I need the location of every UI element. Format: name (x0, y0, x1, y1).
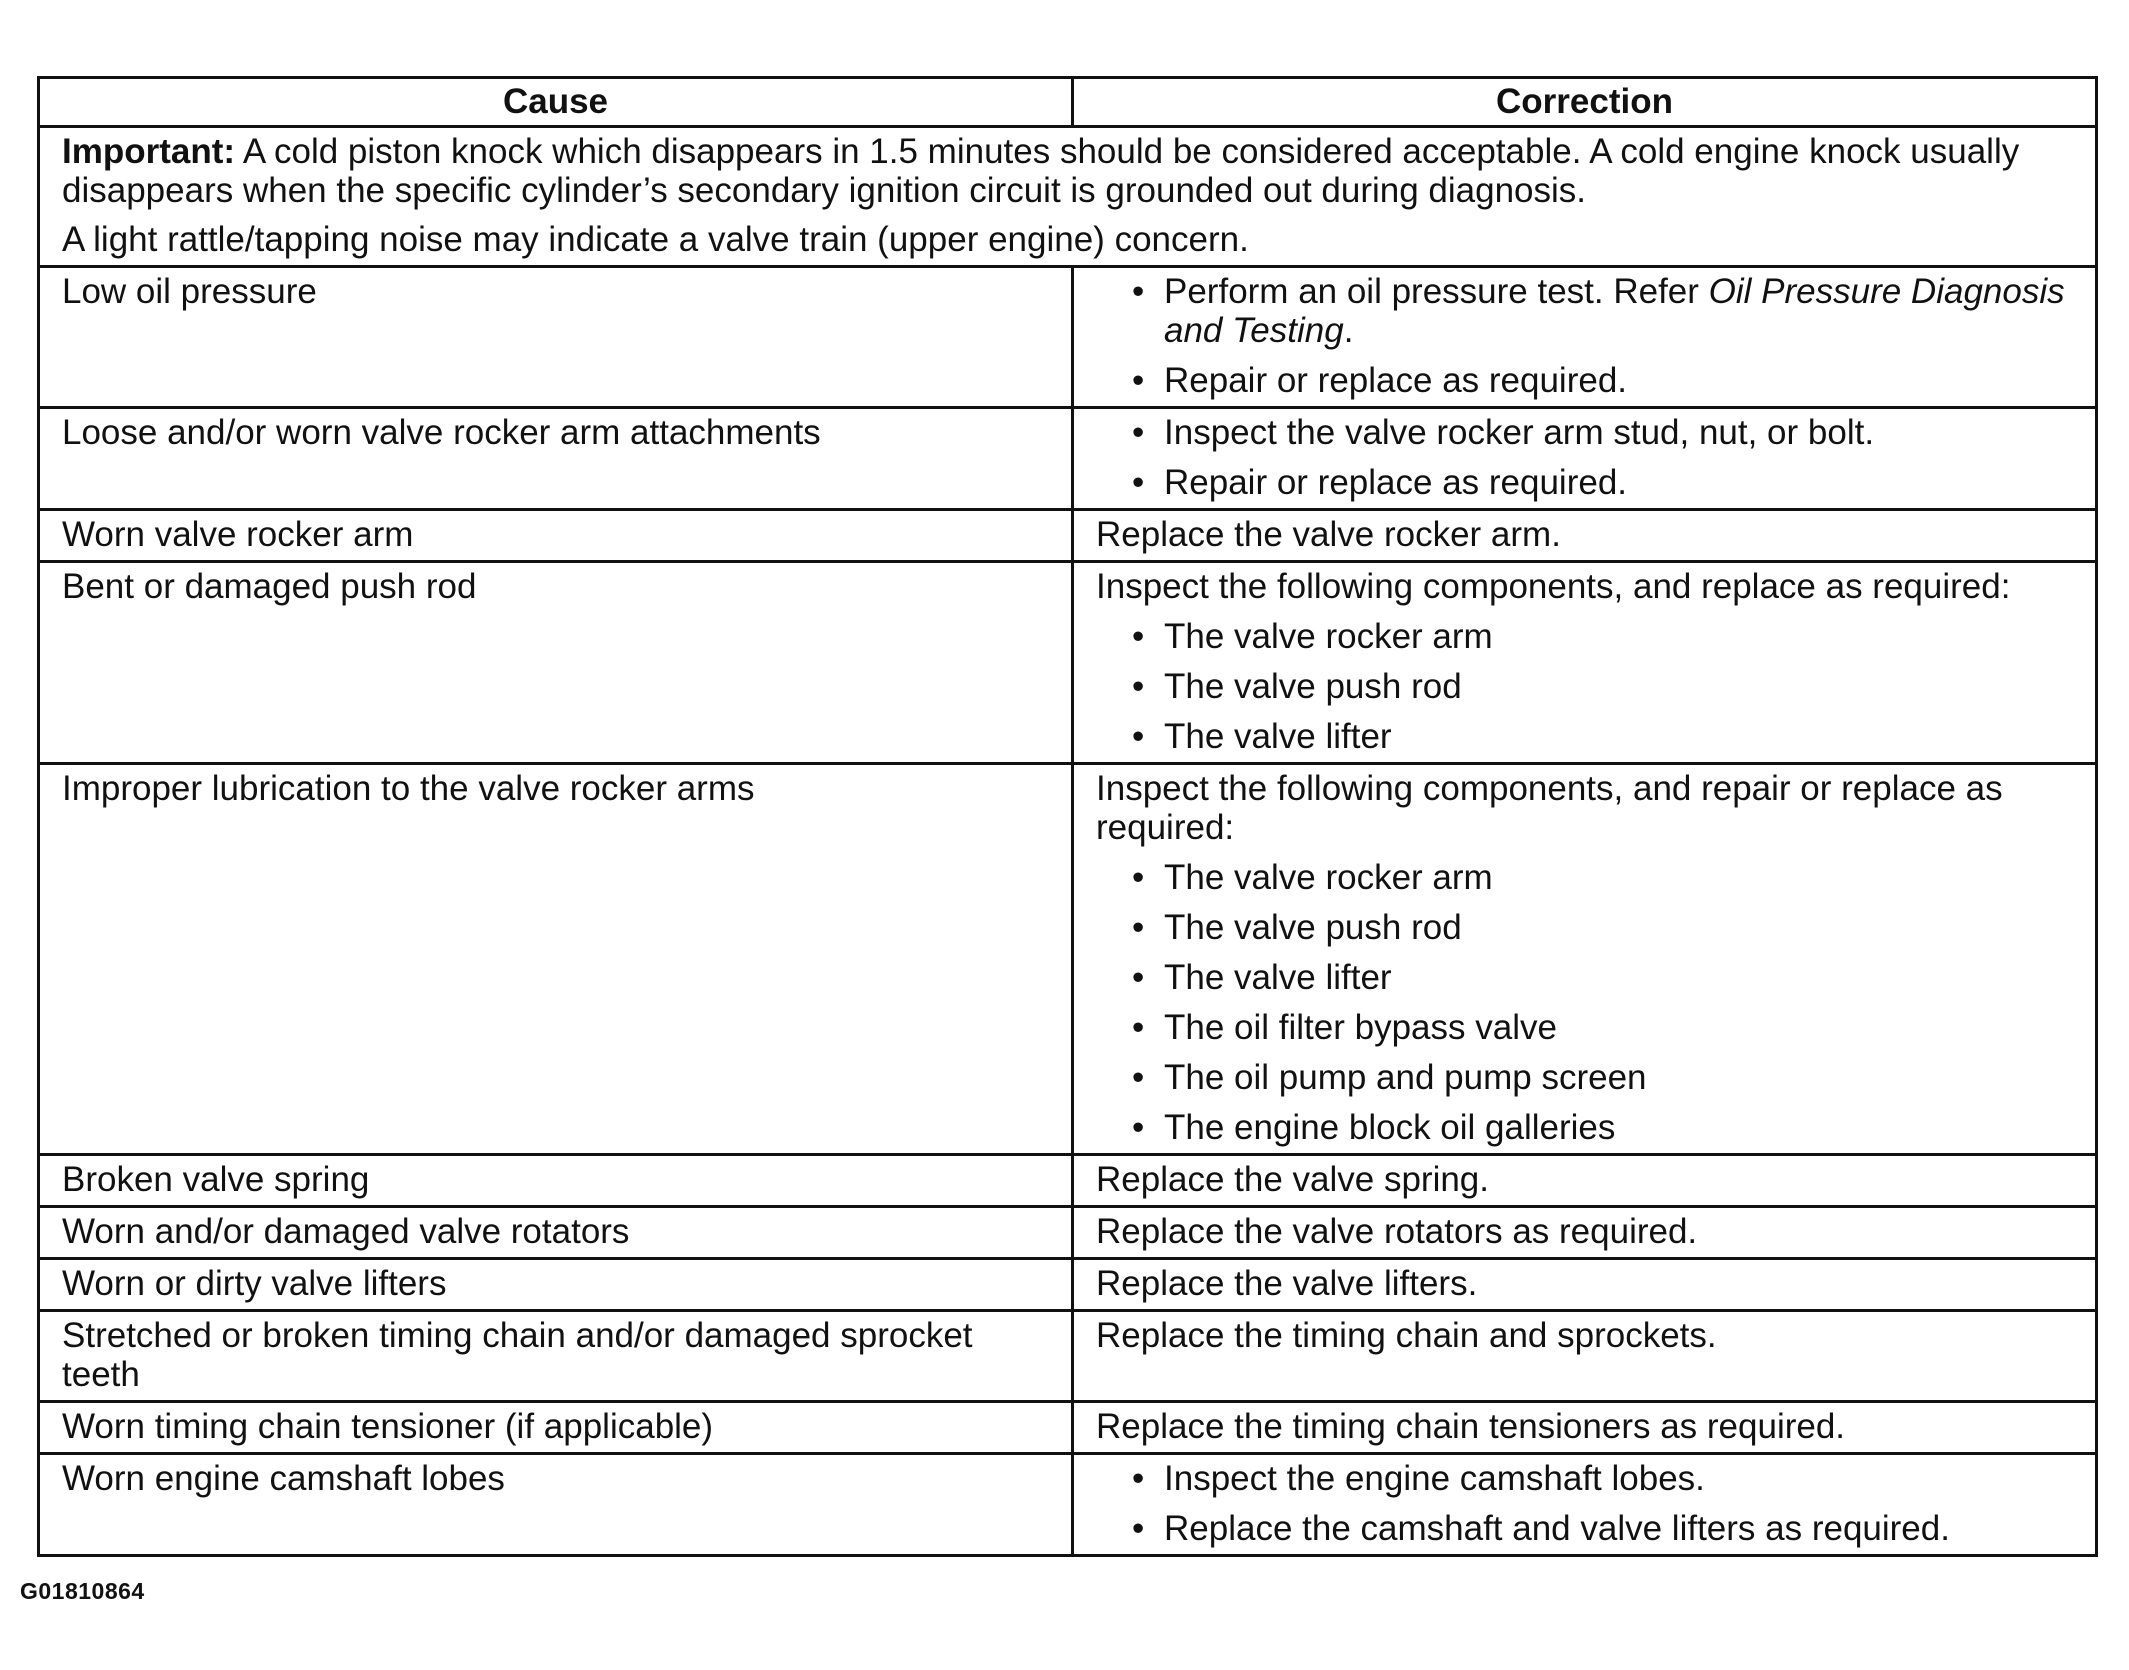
table-row (39, 1454, 2097, 1556)
cause-cell: Stretched or broken timing chain and/or damaged sprocket teeth (39, 1311, 1073, 1402)
correction-list (1096, 413, 2075, 502)
cause-cell: Loose and/or worn valve rocker arm attachments (39, 408, 1073, 510)
cause-cell: Worn engine camshaft lobes (39, 1454, 1073, 1556)
list-item: • The valve push rod (1132, 667, 2075, 706)
important-note-row (39, 127, 2097, 267)
diagnostic-table-container (37, 76, 2095, 1557)
list-item-text: Perform an oil pressure test. Refer (1164, 272, 1709, 311)
correction-cell (1073, 1454, 2097, 1556)
list-item: • The valve rocker arm (1132, 858, 2075, 897)
list-item: • The valve lifter (1132, 717, 2075, 756)
correction-cell: Replace the valve lifters. (1073, 1259, 2097, 1311)
table-row (39, 562, 2097, 764)
important-label: Important: (62, 132, 236, 171)
cause-cell: Worn timing chain tensioner (if applicable) (39, 1402, 1073, 1454)
figure-id: G01810864 (20, 1578, 145, 1604)
list-item: • Inspect the engine camshaft lobes. (1132, 1459, 2075, 1498)
cause-cell: Broken valve spring (39, 1155, 1073, 1207)
correction-list (1096, 617, 2075, 756)
list-item: • The engine block oil galleries (1132, 1108, 2075, 1147)
correction-cell (1073, 764, 2097, 1155)
table-row (39, 1402, 2097, 1454)
column-header-correction: Correction (1073, 78, 2097, 127)
correction-lead: Inspect the following components, and repair or replace as required: (1096, 769, 2003, 847)
list-item: • The valve lifter (1132, 958, 2075, 997)
correction-cell: Replace the valve rocker arm. (1073, 510, 2097, 562)
cause-cell: Improper lubrication to the valve rocker arms (39, 764, 1073, 1155)
table-row (39, 1259, 2097, 1311)
correction-lead: Inspect the following components, and replace as required: (1096, 567, 2011, 606)
cause-cell: Bent or damaged push rod (39, 562, 1073, 764)
correction-cell (1073, 267, 2097, 408)
correction-cell: Replace the timing chain and sprockets. (1073, 1311, 2097, 1402)
important-note-line-1 (62, 132, 2075, 210)
table-row (39, 1207, 2097, 1259)
table-row (39, 1155, 2097, 1207)
correction-cell: Replace the timing chain tensioners as required. (1073, 1402, 2097, 1454)
diagnostic-table (37, 76, 2098, 1557)
correction-list (1096, 272, 2075, 400)
table-row (39, 267, 2097, 408)
reference-link-text: Oil Pressure Diagnosis and Testing (1164, 272, 2065, 350)
cause-cell: Worn valve rocker arm (39, 510, 1073, 562)
table-row (39, 408, 2097, 510)
correction-cell (1073, 408, 2097, 510)
table-row (39, 1311, 2097, 1402)
important-note-line-2: A light rattle/tapping noise may indicate a valve train (upper engine) concern. (62, 220, 1249, 259)
list-item: • Inspect the valve rocker arm stud, nut, or bolt. (1132, 413, 2075, 452)
important-note (39, 127, 2097, 267)
correction-cell: Replace the valve spring. (1073, 1155, 2097, 1207)
column-header-cause: Cause (39, 78, 1073, 127)
list-item: • The oil pump and pump screen (1132, 1058, 2075, 1097)
list-item (1132, 272, 2075, 350)
correction-list (1096, 858, 2075, 1147)
cause-cell: Worn or dirty valve lifters (39, 1259, 1073, 1311)
header-row (39, 78, 2097, 127)
list-item: • The valve rocker arm (1132, 617, 2075, 656)
cause-cell: Low oil pressure (39, 267, 1073, 408)
list-item: • The oil filter bypass valve (1132, 1008, 2075, 1047)
table-row (39, 510, 2097, 562)
correction-list (1096, 1459, 2075, 1548)
important-text: A cold piston knock which disappears in 1.5 minutes should be considered acceptable. A cold engine knock usually disappears when the specific cylinder’s secondary ignition circuit is grounded out during diagnosis. (62, 132, 2020, 210)
correction-cell: Replace the valve rotators as required. (1073, 1207, 2097, 1259)
cause-cell: Worn and/or damaged valve rotators (39, 1207, 1073, 1259)
correction-cell (1073, 562, 2097, 764)
list-item: • Replace the camshaft and valve lifters as required. (1132, 1509, 2075, 1548)
list-item: • Repair or replace as required. (1132, 361, 2075, 400)
list-item: • Repair or replace as required. (1132, 463, 2075, 502)
table-row (39, 764, 2097, 1155)
list-item: • The valve push rod (1132, 908, 2075, 947)
list-item-text: . (1343, 311, 1354, 350)
